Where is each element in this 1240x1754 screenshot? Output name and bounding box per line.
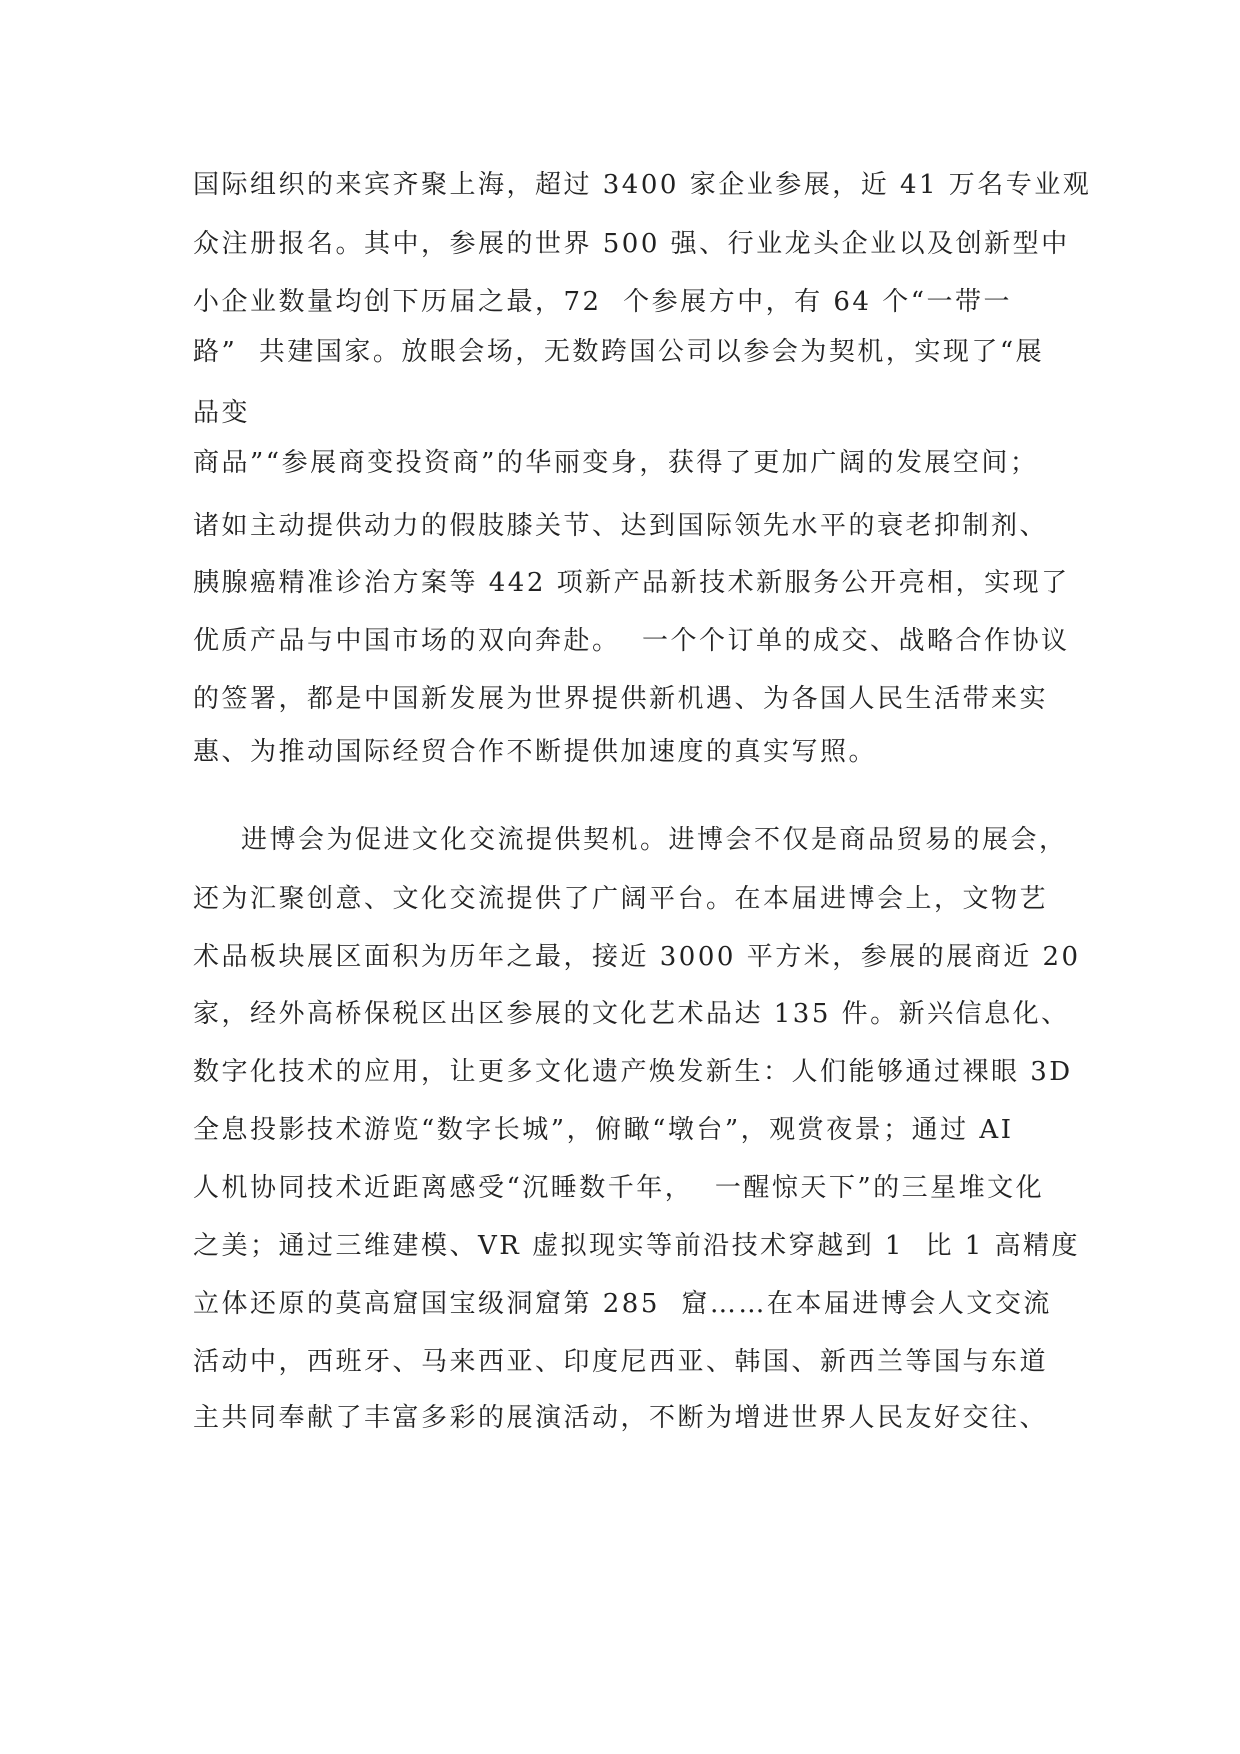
text-line: 的签署，都是中国新发展为世界提供新机遇、为各国人民生活带来实	[193, 684, 1049, 714]
text-line: 品变	[193, 398, 251, 428]
text-line: 众注册报名。其中，参展的世界 500 强、行业龙头企业以及创新型中	[193, 229, 1070, 259]
text-line: 活动中，西班牙、马来西亚、印度尼西亚、韩国、新西兰等国与东道	[193, 1347, 1049, 1377]
text-line: 优质产品与中国市场的双向奔赴。 一个个订单的成交、战略合作协议	[193, 626, 1070, 656]
text-line: 国际组织的来宾齐聚上海，超过 3400 家企业参展，近 41 万名专业观	[193, 170, 1092, 200]
text-line: 之美；通过三维建模、VR 虚拟现实等前沿技术穿越到 1 比 1 高精度	[193, 1231, 1081, 1261]
text-line: 家，经外高桥保税区出区参展的文化艺术品达 135 件。新兴信息化、	[193, 999, 1070, 1029]
text-line: 还为汇聚创意、文化交流提供了广阔平台。在本届进博会上，文物艺	[193, 884, 1049, 914]
text-line: 人机协同技术近距离感受“沉睡数千年， 一醒惊天下”的三星堆文化	[193, 1173, 1045, 1203]
text-line: 小企业数量均创下历届之最，72 个参展方中，有 64 个“一带一	[193, 287, 1013, 317]
text-line: 术品板块展区面积为历年之最，接近 3000 平方米，参展的展商近 20	[193, 942, 1081, 972]
text-line: 立体还原的莫高窟国宝级洞窟第 285 窟……在本届进博会人文交流	[193, 1289, 1052, 1319]
text-line: 进博会为促进文化交流提供契机。进博会不仅是商品贸易的展会，	[241, 825, 1068, 855]
text-line: 胰腺癌精准诊治方案等 442 项新产品新技术新服务公开亮相，实现了	[193, 568, 1070, 598]
text-line: 数字化技术的应用，让更多文化遗产焕发新生：人们能够通过裸眼 3D	[193, 1057, 1073, 1087]
text-line: 诸如主动提供动力的假肢膝关节、达到国际领先水平的衰老抑制剂、	[193, 511, 1049, 541]
text-line: 商品”“参展商变投资商”的华丽变身，获得了更加广阔的发展空间；	[193, 448, 1039, 478]
text-line: 全息投影技术游览“数字长城”，俯瞰“墩台”，观赏夜景；通过 AI	[193, 1115, 1014, 1145]
text-line: 路” 共建国家。放眼会场，无数跨国公司以参会为契机，实现了“展	[193, 337, 1045, 367]
text-line: 主共同奉献了丰富多彩的展演活动，不断为增进世界人民友好交往、	[193, 1403, 1049, 1433]
text-line: 惠、为推动国际经贸合作不断提供加速度的真实写照。	[193, 737, 878, 767]
